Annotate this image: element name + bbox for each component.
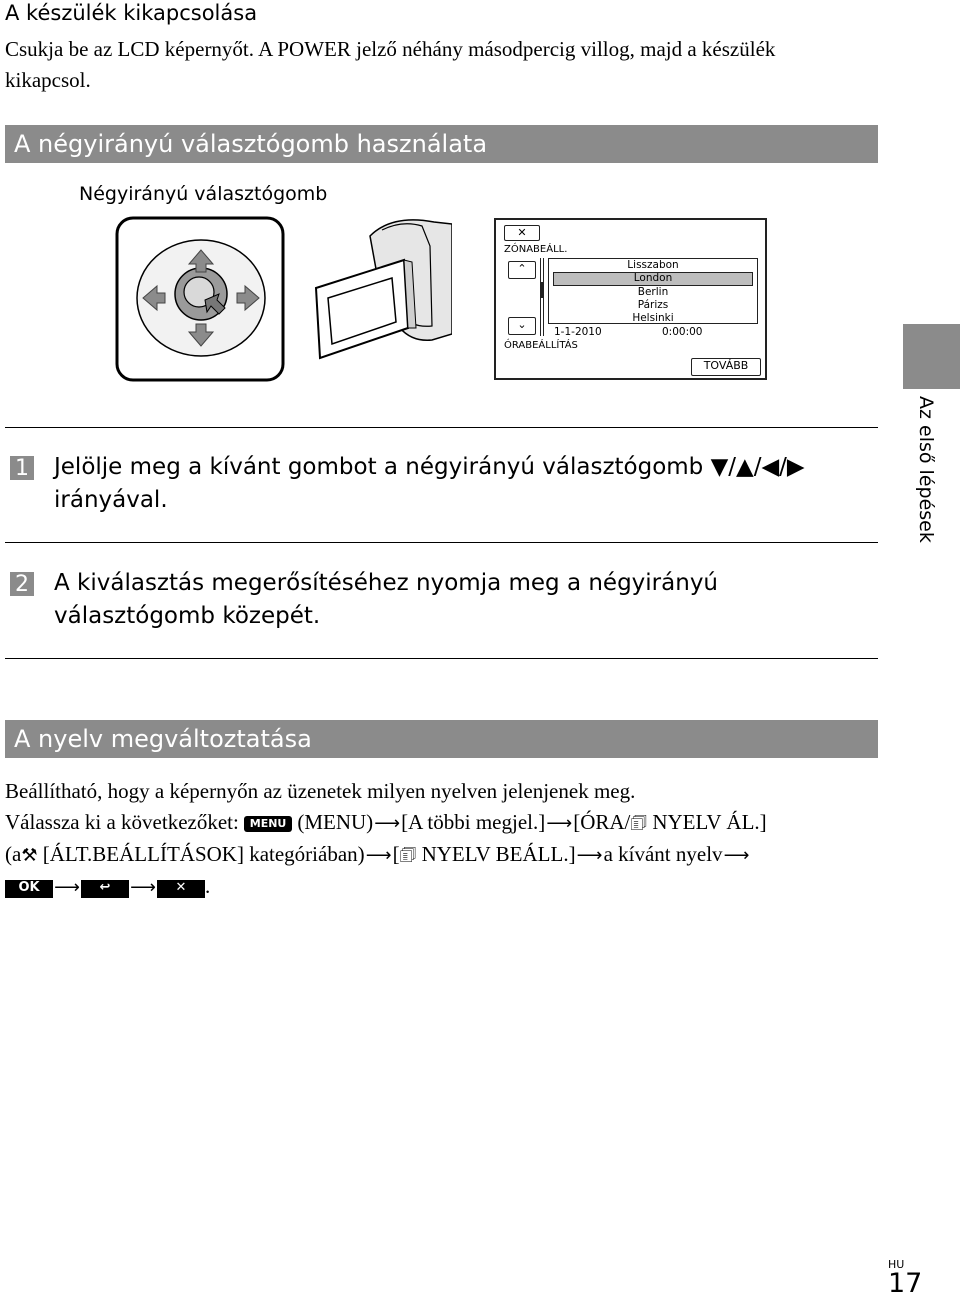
lcd-city-item[interactable]: Berlin (637, 286, 669, 298)
instruction-text: [ (392, 842, 400, 866)
lcd-city-item[interactable]: Lisszabon (627, 259, 679, 271)
menu-button[interactable]: MENU (244, 816, 292, 832)
joystick-illustration (113, 214, 287, 385)
step-text: Jelölje meg a kívánt gombot a négyirányú választógomb ▼/▲/◀/▶ irányával. (54, 454, 805, 513)
instruction-text: NYELV ÁL.] (652, 810, 767, 834)
side-tab-label (893, 394, 959, 544)
lcd-close-button[interactable]: ✕ (504, 225, 540, 241)
page-number: 17 (888, 1268, 923, 1299)
instruction-text: [A többi megjel.] (401, 810, 546, 834)
lcd-date: 1-1-2010 (554, 326, 602, 338)
side-tab-marker (903, 324, 960, 389)
divider (5, 658, 878, 659)
section-heading-language: A nyelv megváltoztatása (5, 720, 878, 758)
lcd-scroll-down-button[interactable]: ⌄ (508, 317, 536, 335)
divider (5, 427, 878, 428)
wrench-icon: ⚒ (21, 845, 38, 866)
instruction-text: [ÓRA/ (573, 810, 631, 834)
instruction-text: Válassza ki a következőket: (5, 810, 239, 834)
arrow-right-icon: ⟶ (546, 813, 573, 834)
lcd-next-button[interactable]: TOVÁBB (691, 358, 761, 376)
close-button[interactable]: ✕ (157, 880, 205, 898)
ok-button[interactable]: OK (5, 880, 53, 898)
step-text: A kiválasztás megerősítéséhez nyomja meg a négyirányú választógomb közepét. (54, 570, 719, 629)
section-heading-joystick: A négyirányú választógomb használata (5, 125, 878, 163)
instruction-text: a kívánt nyelv (603, 842, 723, 866)
power-off-title: A készülék kikapcsolása (5, 1, 258, 25)
power-off-body: Csukja be az LCD képernyőt. A POWER jelző néhány másodpercig villog, majd a készülék kikapcsol. (5, 37, 776, 92)
instruction-text: [ÁLT.BEÁLLÍTÁSOK] kategóriában) (42, 842, 365, 866)
lcd-clock-label: ÓRABEÁLLÍTÁS (504, 340, 578, 351)
arrow-right-icon: ⟶ (576, 845, 603, 866)
language-line (5, 839, 885, 871)
instruction-text: (a (5, 842, 22, 866)
language-line (5, 807, 885, 839)
instruction-text: NYELV BEÁLL.] (421, 842, 576, 866)
arrow-right-icon: ⟶ (374, 813, 401, 834)
lcd-zone-label: ZÓNABEÁLL. (504, 244, 568, 255)
lcd-city-item[interactable]: Párizs (637, 299, 669, 311)
lcd-city-item-selected[interactable]: London (553, 272, 753, 286)
joystick-label: Négyirányú választógomb (79, 183, 328, 205)
back-button[interactable]: ↩ (81, 880, 129, 898)
step-number: 1 (10, 456, 34, 480)
step-number: 2 (10, 572, 34, 596)
footer-language: HU (888, 1258, 905, 1271)
lcd-city-list (548, 258, 758, 324)
lcd-scroll-up-button[interactable]: ⌃ (508, 261, 536, 279)
arrow-right-icon: ⟶ (130, 877, 156, 898)
language-line (5, 871, 885, 903)
lcd-scrollbar-thumb[interactable] (540, 282, 544, 298)
lcd-time: 0:00:00 (662, 326, 703, 338)
camera-illustration (312, 216, 452, 376)
language-icon: 🗊 (399, 845, 417, 866)
arrow-right-icon: ⟶ (723, 845, 750, 866)
arrow-right-icon: ⟶ (54, 877, 80, 898)
lcd-screen (494, 218, 767, 380)
language-icon: 🗊 (630, 813, 648, 834)
lcd-city-item[interactable]: Helsinki (632, 312, 674, 324)
instruction-text: . (205, 874, 211, 898)
arrow-right-icon: ⟶ (365, 845, 392, 866)
language-instructions (5, 776, 885, 903)
side-tab-text: Az első lépések (915, 396, 937, 543)
language-line: Beállítható, hogy a képernyőn az üzenetek milyen nyelven jelenjenek meg. (5, 779, 636, 803)
divider (5, 542, 878, 543)
instruction-text: (MENU) (297, 810, 374, 834)
